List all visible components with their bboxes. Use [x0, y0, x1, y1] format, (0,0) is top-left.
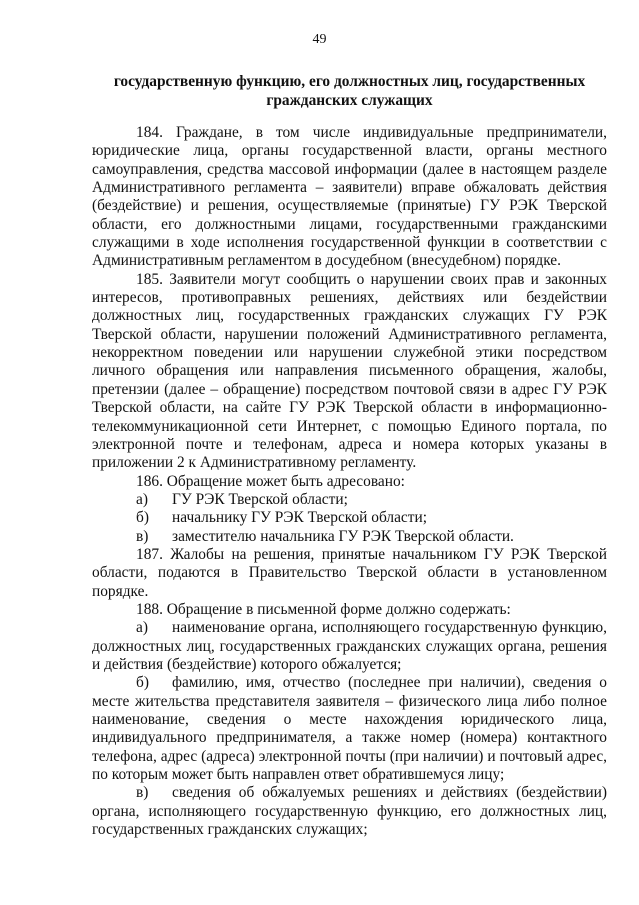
paragraph-186: 186. Обращение может быть адресовано:: [136, 472, 405, 490]
section-heading-line-2: гражданских служащих: [266, 92, 433, 109]
list-item-marker: в): [136, 527, 149, 545]
document-body: [92, 124, 607, 839]
list-item-text: ГУ РЭК Тверской области;: [172, 490, 348, 508]
paragraph-185: 185. Заявители могут сообщить о нарушении своих прав и законных интересов, противоправных решениях, действиях или бездействии должностных лиц, государственных гражданских служащих ГУ РЭК Тверской области, нарушении положений Административного регламента, некорректном поведении или нарушении служебной этики посредством личного обращения или направления письменного обращения, жалобы, претензии (далее – обращение) посредством почтовой связи в адрес ГУ РЭК Тверской области, на сайте ГУ РЭК Тверской области в информационно-телекоммуникационной сети Интернет, с помощью Единого портала, по электронной почте и телефонам, адреса и номера которых указаны в приложении 2 к Административному регламенту.: [92, 270, 607, 472]
list-item-text: фамилию, имя, отчество (последнее при наличии), сведения о месте жительства представителя заявителя – физического лица либо полное наименование, сведения о месте нахождения юридического лица, индивидуального предпринимателя, а также номер (номера) контактного телефона, адрес (адреса) электронной почты (при наличии) и почтовый адрес, по которым может быть направлен ответ обратившемуся лицу;: [92, 674, 607, 784]
list-item: [92, 784, 607, 839]
list-item-text: сведения об обжалуемых решениях и действиях (бездействии) органа, исполняющего государственную функцию, его должностных лиц, государственных гражданских служащих;: [92, 784, 607, 839]
paragraph-187: 187. Жалобы на решения, принятые начальником ГУ РЭК Тверской области, подаются в Правительство Тверской области в установленном порядке.: [92, 545, 607, 600]
page-number: 49: [312, 32, 327, 47]
list-item: [92, 619, 607, 674]
list-item-text: начальнику ГУ РЭК Тверской области;: [172, 509, 427, 527]
list-item: [92, 491, 607, 509]
list-item-text: наименование органа, исполняющего государственную функцию, должностных лиц, государственных гражданских служащих органа, решения и действия (бездействие) которого обжалуется;: [92, 619, 607, 673]
section-heading: [92, 72, 607, 110]
list-item: [92, 528, 607, 546]
paragraph-188: 188. Обращение в письменной форме должно содержать:: [136, 600, 511, 618]
list-item: [92, 674, 607, 784]
list-item-marker: а): [136, 619, 148, 637]
section-heading-line-1: государственную функцию, его должностных лиц, государственных: [113, 73, 586, 90]
list-item-marker: б): [136, 509, 149, 527]
list-item-marker: б): [136, 674, 149, 692]
paragraph-184: 184. Граждане, в том числе индивидуальные предприниматели, юридические лица, органы государственной власти, органы местного самоуправления, средства массовой информации (далее в настоящем разделе Административного регламента – заявители) вправе обжаловать действия (бездействие) и решения, осуществляемые (принятые) ГУ РЭК Тверской области, его должностными лицами, государственными гражданскими служащими в ходе исполнения государственной функции в соответствии с Административным регламентом в досудебном (внесудебном) порядке.: [92, 124, 607, 270]
list-item: [92, 509, 607, 527]
list-item-marker: а): [136, 490, 148, 508]
list-item-text: заместителю начальника ГУ РЭК Тверской области.: [172, 527, 514, 545]
list-item-marker: в): [136, 784, 149, 802]
